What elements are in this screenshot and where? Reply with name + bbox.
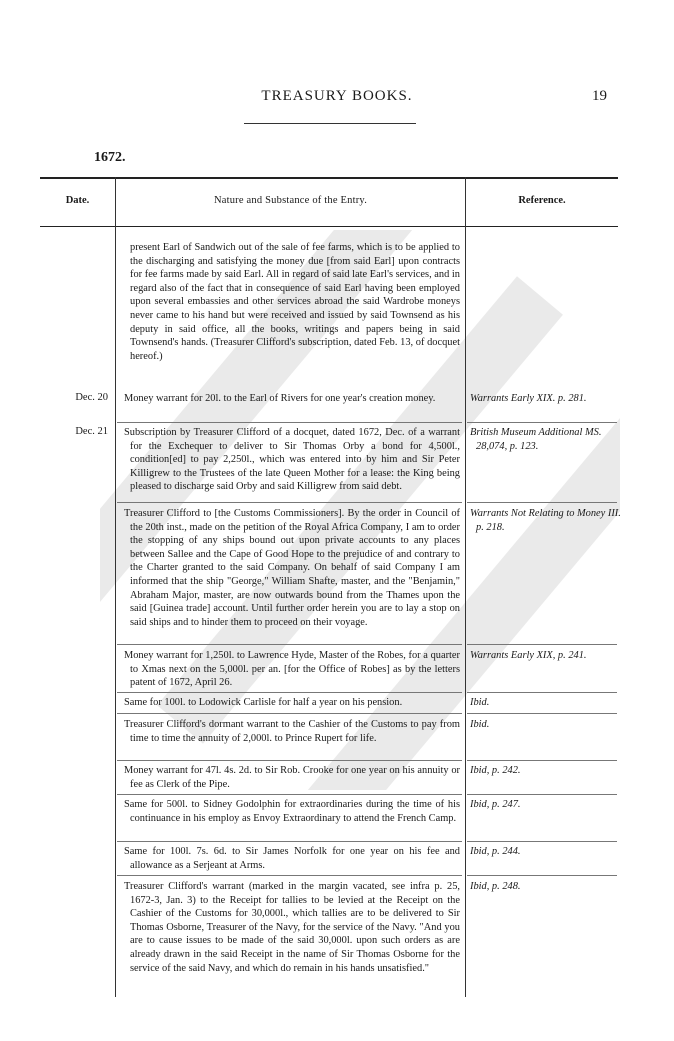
entry-reference: Ibid, p. 248. bbox=[470, 881, 521, 892]
entry-text: Same for 100l. to Lodowick Carlisle for half a year on his pension. bbox=[124, 697, 403, 708]
entry-reference: Warrants Not Relating to Money III. p. 218. bbox=[470, 508, 621, 533]
entry-text: present Earl of Sandwich out of the sale of fee farms, which is to be applied to the discharging and satisfying the money due [from said Earl] upon contracts for fee farms made by said Earl. All in regard of said late Earl's services, and in regard also of the fact that in consequence of said Earl having been employed upon several embassies and other services abroad the said Wardrobe moneys never came to his hand but were received and issued by said Townsend as his deputy in said office, all the books, writings and papers being in said Townsend's hands. (Treasurer Clifford's subscription, dated Feb. 13, of docquet hereof.) bbox=[130, 242, 460, 362]
row-divider bbox=[117, 713, 462, 714]
row-divider bbox=[117, 502, 462, 503]
row-divider bbox=[117, 692, 462, 693]
row-divider bbox=[467, 794, 617, 795]
row-divider bbox=[117, 794, 462, 795]
entry-reference: British Museum Additional MS. 28,074, p. 123. bbox=[470, 427, 602, 452]
entry-text: Money warrant for 47l. 4s. 2d. to Sir Rob. Crooke for one year on his annuity or fee as Clerk of the Pipe. bbox=[124, 765, 460, 790]
entry-reference: Ibid, p. 247. bbox=[470, 799, 521, 810]
entry-text: Same for 500l. to Sidney Godolphin for extraordinaries during the time of his continuance in his employ as Envoy Extraordinary to attend the French Camp. bbox=[124, 799, 460, 824]
running-title: TREASURY BOOKS. bbox=[261, 88, 413, 104]
row-divider bbox=[117, 875, 462, 876]
entry-text: Money warrant for 1,250l. to Lawrence Hyde, Master of the Robes, for a quarter to Xmas next on the 5,000l. per an. [for the Office of Robes] as by the letters patent of 1672, April 26. bbox=[124, 650, 460, 689]
entry-text: Money warrant for 20l. to the Earl of Rivers for one year's creation money. bbox=[124, 393, 436, 404]
row-divider bbox=[467, 502, 617, 503]
row-divider bbox=[467, 644, 617, 645]
entry-reference: Warrants Early XIX. p. 281. bbox=[470, 393, 587, 404]
row-divider bbox=[467, 841, 617, 842]
column-header-nature: Nature and Substance of the Entry. bbox=[213, 195, 368, 206]
row-divider bbox=[117, 644, 462, 645]
year-heading: 1672. bbox=[94, 150, 126, 165]
page-number: 19 bbox=[592, 88, 607, 104]
entry-text: Treasurer Clifford's dormant warrant to the Cashier of the Customs to pay from time to time the annuity of 2,000l. to Prince Rupert for life. bbox=[124, 719, 460, 744]
entry-reference: Ibid. bbox=[470, 719, 490, 730]
entry-text: Treasurer Clifford to [the Customs Commissioners]. By the order in Council of the 20th inst., made on the petition of the Royal Africa Company, I am to order the stopping of any ships bound out upon private accounts to any places between Sallee and the Cape of Good Hope to the prejudice of and contrary to the Charter granted to the said Company. On behalf of said Company I am informed that the ship "George," William Shafte, master, and the "Benjamin," Abraham Major, master, are now outwards bound from the Thames upon the said [Guinea trade] account. Until further order herein you are to lay a stop on said ships and to hinder them to proceed on their voyage. bbox=[124, 508, 460, 628]
entry-text: Treasurer Clifford's warrant (marked in the margin vacated, see infra p. 25, 1672-3, Jan. 3) to the Receipt for tallies to be levied at the Receipt on the Cashier of the Customs for 30,000l., which tallies are to be delivered to Sir Thomas Osborne, Treasurer of the Navy, for the service of the Navy. "And you are to cause issues to be made of the said 30,000l. upon such orders as are already drawn in the said Receipt in the name of Sir Thomas Osborne for the service of the said Navy, and which do remain in his hands unsatisfied." bbox=[124, 881, 460, 974]
row-divider bbox=[467, 760, 617, 761]
column-divider-reference bbox=[465, 177, 466, 997]
column-header-reference: Reference. bbox=[518, 195, 566, 206]
row-divider bbox=[467, 692, 617, 693]
entry-date: Dec. 21 bbox=[75, 426, 108, 437]
row-divider bbox=[467, 875, 617, 876]
column-header-date: Date. bbox=[65, 195, 90, 206]
entry-reference: Ibid, p. 242. bbox=[470, 765, 521, 776]
row-divider bbox=[117, 760, 462, 761]
header-divider bbox=[244, 123, 416, 124]
entry-reference: Ibid, p. 244. bbox=[470, 846, 521, 857]
row-divider bbox=[117, 841, 462, 842]
entry-reference: Ibid. bbox=[470, 697, 490, 708]
entry-reference: Warrants Early XIX, p. 241. bbox=[470, 650, 587, 661]
table-header-rule bbox=[40, 226, 618, 227]
entry-text: Same for 100l. 7s. 6d. to Sir James Norfolk for one year on his fee and allowance as a Serjeant at Arms. bbox=[124, 846, 460, 871]
entry-text: Subscription by Treasurer Clifford of a docquet, dated 1672, Dec. of a warrant for the Exchequer to deliver to Sir Thomas Orby a bond for 4,500l., condition[ed] to pay 2,250l., which was entered into by him and Sir Peter Killigrew to the Trustees of the late Queen Mother for a lease: the King being pleased to discharge said Orby and said Killigrew from said debt. bbox=[124, 427, 460, 493]
entry-date: Dec. 20 bbox=[75, 392, 108, 403]
row-divider bbox=[117, 422, 462, 423]
row-divider bbox=[467, 422, 617, 423]
table-top-rule bbox=[40, 177, 618, 179]
column-divider-date bbox=[115, 177, 116, 997]
row-divider bbox=[467, 713, 617, 714]
